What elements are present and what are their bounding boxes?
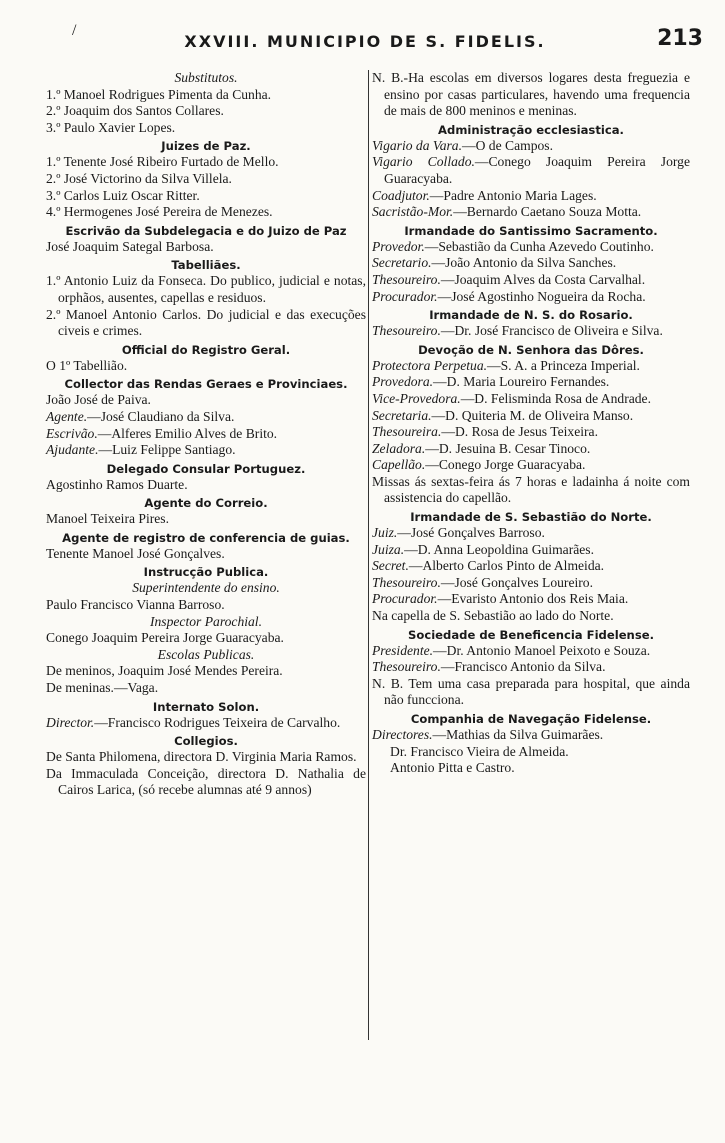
- list-item: [372, 154, 690, 187]
- person-name: —Alberto Carlos Pinto de Almeida.: [408, 558, 605, 574]
- person-name: —José Claudiano da Silva.: [87, 408, 235, 424]
- list-item: [372, 408, 690, 425]
- section-heading: Delegado Consular Portuguez.: [106, 461, 306, 476]
- right-column: [372, 70, 690, 777]
- list-item: 4.º Hermogenes José Pereira de Menezes.: [46, 204, 273, 220]
- role-label: Thesoureiro.: [372, 659, 441, 675]
- list-item: [372, 391, 690, 408]
- left-column: [46, 70, 366, 799]
- person-name: —Francisco Rodrigues Teixeira de Carvalho.: [94, 714, 341, 730]
- list-item: [372, 659, 690, 676]
- section-heading: Devoção de N. Senhora das Dôres.: [418, 342, 644, 357]
- list-item: 2.º Joaquim dos Santos Collares.: [46, 103, 224, 119]
- section-heading: Escrivão da Subdelegacia e do Juizo de Paz: [65, 223, 347, 238]
- section-heading: Instrucção Publica.: [143, 565, 269, 580]
- list-item: [372, 542, 690, 559]
- person-name: —Mathias da Silva Guimarães.: [432, 727, 604, 742]
- role-label: Provedora.: [372, 374, 434, 390]
- list-item: [372, 457, 690, 474]
- person-name: —Padre Antonio Maria Lages.: [429, 187, 597, 203]
- list-item: [372, 575, 690, 592]
- person-name: João José de Paiva.: [46, 392, 151, 408]
- role-label: Procurador.: [372, 591, 438, 607]
- list-item: [372, 525, 690, 542]
- role-label: Secret.: [372, 558, 409, 574]
- role-label: Thesoureiro.: [372, 574, 441, 590]
- person-name: —Bernardo Caetano Souza Motta.: [453, 204, 642, 220]
- person-name: —Dr. José Francisco de Oliveira e Silva.: [440, 323, 663, 339]
- person-name: —Francisco Antonio da Silva.: [440, 659, 606, 675]
- role-label: Coadjutor.: [372, 187, 430, 203]
- role-label: Procurador.: [372, 288, 438, 304]
- role-label: Juiz.: [372, 525, 398, 541]
- person-name: —José Agostinho Nogueira da Rocha.: [437, 288, 646, 304]
- section-heading: Substitutos.: [174, 70, 238, 85]
- list-item: Conego Joaquim Pereira Jorge Guaracyaba.: [46, 630, 284, 646]
- list-item: Dr. Francisco Vieira de Almeida.: [390, 743, 569, 759]
- role-label: Vigario Collado.: [372, 154, 475, 170]
- person-name: —S. A. a Princeza Imperial.: [487, 357, 640, 373]
- margin-mark: /: [72, 22, 77, 39]
- list-item: [372, 204, 690, 221]
- role-label: Agente.: [46, 408, 88, 424]
- person-name: —Conego Joaquim Pereira Jorge Guaracyaba.: [384, 154, 690, 186]
- person-name: —Conego Jorge Guaracyaba.: [425, 457, 586, 473]
- list-item: [372, 441, 690, 458]
- section-heading: Juizes de Paz.: [161, 139, 251, 154]
- list-item: [46, 409, 366, 426]
- list-item: Manoel Teixeira Pires.: [46, 511, 169, 527]
- list-item: De Santa Philomena, directora D. Virginia Maria Ramos.: [46, 749, 357, 765]
- list-item: [372, 558, 690, 575]
- list-item: [372, 239, 690, 256]
- list-item: [372, 138, 690, 155]
- person-name: —Alferes Emilio Alves de Brito.: [97, 425, 278, 441]
- note: N. B.-Ha escolas em diversos logares desta freguezia e ensino por casas particulares, havendo uma frequencia de mais de 800 meninos e meninas.: [372, 70, 690, 119]
- list-item: 3.º Carlos Luiz Oscar Ritter.: [46, 187, 200, 203]
- list-item: 3.º Paulo Xavier Lopes.: [46, 119, 176, 135]
- role-label: Presidente.: [372, 642, 434, 658]
- list-item: 2.º José Victorino da Silva Villela.: [46, 170, 232, 186]
- page-number: 213: [657, 26, 703, 51]
- role-label: Director.: [46, 714, 95, 730]
- list-item: [46, 715, 366, 732]
- role-label: Provedor.: [372, 238, 425, 254]
- list-item: [46, 442, 366, 459]
- section-heading: Agente de registro de conferencia de guias.: [62, 530, 350, 545]
- list-item: 1.º Manoel Rodrigues Pimenta da Cunha.: [46, 86, 272, 102]
- note: Missas ás sextas-feira ás 7 horas e ladainha á noite com assistencia do capellão.: [372, 473, 690, 506]
- role-label: Ajudante.: [46, 442, 99, 458]
- role-label: Secretario.: [372, 255, 432, 271]
- person-name: —D. Anna Leopoldina Guimarães.: [404, 541, 594, 557]
- page-header: [0, 24, 725, 56]
- person-name: —José Gonçalves Loureiro.: [440, 574, 593, 590]
- person-name: —D. Quiteria M. de Oliveira Manso.: [431, 407, 634, 423]
- person-name: —Sebastião da Cunha Azevedo Coutinho.: [424, 238, 654, 254]
- role-label: Secretaria.: [372, 407, 432, 423]
- list-item: [372, 289, 690, 306]
- list-item: [372, 358, 690, 375]
- section-heading: Sociedade de Beneficencia Fidelense.: [408, 627, 654, 642]
- role-label: Directores.: [372, 727, 433, 742]
- list-item: Antonio Pitta e Castro.: [390, 760, 515, 776]
- section-heading: Internato Solon.: [152, 699, 260, 714]
- person-name: —João Antonio da Silva Sanches.: [431, 255, 617, 271]
- list-item: [372, 374, 690, 391]
- section-heading: Tabelliães.: [171, 258, 241, 273]
- role-label: Protectora Perpetua.: [372, 357, 488, 373]
- list-item: Da Immaculada Conceição, directora D. Nathalia de Cairos Larica, (só recebe alumnas até 9 annos): [46, 765, 366, 798]
- person-name: —Evaristo Antonio dos Reis Maia.: [437, 591, 629, 607]
- column-divider: [368, 70, 369, 1040]
- section-heading: Companhia de Navegação Fidelense.: [410, 712, 652, 726]
- list-item: José Joaquim Sategal Barbosa.: [46, 238, 214, 254]
- person-name: —José Gonçalves Barroso.: [397, 525, 545, 541]
- role-label: Thesoureiro.: [372, 323, 441, 339]
- list-item: 1.º Tenente José Ribeiro Furtado de Mello.: [46, 154, 279, 170]
- list-item: [46, 392, 366, 409]
- list-item: [372, 188, 690, 205]
- person-name: —O de Campos.: [462, 137, 553, 153]
- list-item: [372, 272, 690, 289]
- role-label: Zeladora.: [372, 440, 426, 456]
- page-title: XXVIII. MUNICIPIO DE S. FIDELIS.: [184, 32, 546, 51]
- list-item: [46, 426, 366, 443]
- list-item: Tenente Manoel José Gonçalves.: [46, 545, 225, 561]
- role-label: Vigario da Vara.: [372, 137, 462, 153]
- role-label: Sacristão-Mor.: [372, 204, 454, 220]
- person-name: —D. Maria Loureiro Fernandes.: [433, 374, 610, 390]
- section-heading: Irmandade do Santissimo Sacramento.: [404, 223, 658, 238]
- role-label: Escrivão.: [46, 425, 98, 441]
- list-item: [372, 323, 690, 340]
- list-item: [372, 643, 690, 660]
- section-heading: Official do Registro Geral.: [121, 342, 291, 357]
- subheading: Superintendente do ensino.: [132, 580, 280, 596]
- section-heading: Collector das Rendas Geraes e Provinciaes.: [64, 377, 348, 392]
- list-item: Paulo Francisco Vianna Barroso.: [46, 597, 225, 613]
- person-name: —D. Felisminda Rosa de Andrade.: [460, 390, 651, 406]
- role-label: Vice-Provedora.: [372, 390, 461, 406]
- list-item: [372, 255, 690, 272]
- list-item: De meninos, Joaquim José Mendes Pereira.: [46, 663, 283, 679]
- list-item: Agostinho Ramos Duarte.: [46, 476, 188, 492]
- role-label: Thesoureiro.: [372, 271, 441, 287]
- note: Na capella de S. Sebastião ao lado do Norte.: [372, 608, 614, 624]
- section-heading: Irmandade de S. Sebastião do Norte.: [410, 510, 652, 525]
- role-label: Capellão.: [372, 457, 426, 473]
- role-label: Thesoureira.: [372, 424, 442, 440]
- subheading: Escolas Publicas.: [157, 646, 255, 662]
- person-name: —Joaquim Alves da Costa Carvalhal.: [440, 271, 646, 287]
- list-item: 1.º Antonio Luiz da Fonseca. Do publico, judicial e notas, orphãos, ausentes, capellas e residuos.: [46, 273, 366, 305]
- list-item: 2.º Manoel Antonio Carlos. Do judicial e das execuções civeis e crimes.: [46, 306, 366, 339]
- section-heading: Administração ecclesiastica.: [438, 122, 624, 137]
- list-item: [372, 727, 690, 744]
- person-name: —D. Jesuina B. Cesar Tinoco.: [425, 440, 591, 456]
- section-heading: Collegios.: [174, 734, 238, 749]
- list-item: De meninas.—Vaga.: [46, 680, 159, 696]
- subheading: Inspector Parochial.: [149, 613, 262, 629]
- person-name: —D. Rosa de Jesus Teixeira.: [441, 424, 598, 440]
- list-item: O 1º Tabellião.: [46, 357, 128, 373]
- person-name: —Luiz Felippe Santiago.: [98, 442, 236, 458]
- note: N. B. Tem uma casa preparada para hospital, que ainda não funcciona.: [372, 675, 690, 708]
- person-name: —Dr. Antonio Manoel Peixoto e Souza.: [433, 642, 651, 658]
- role-label: Juiza.: [372, 541, 405, 557]
- section-heading: Agente do Correio.: [144, 496, 268, 511]
- list-item: [372, 591, 690, 608]
- section-heading: Irmandade de N. S. do Rosario.: [429, 308, 633, 323]
- list-item: [372, 424, 690, 441]
